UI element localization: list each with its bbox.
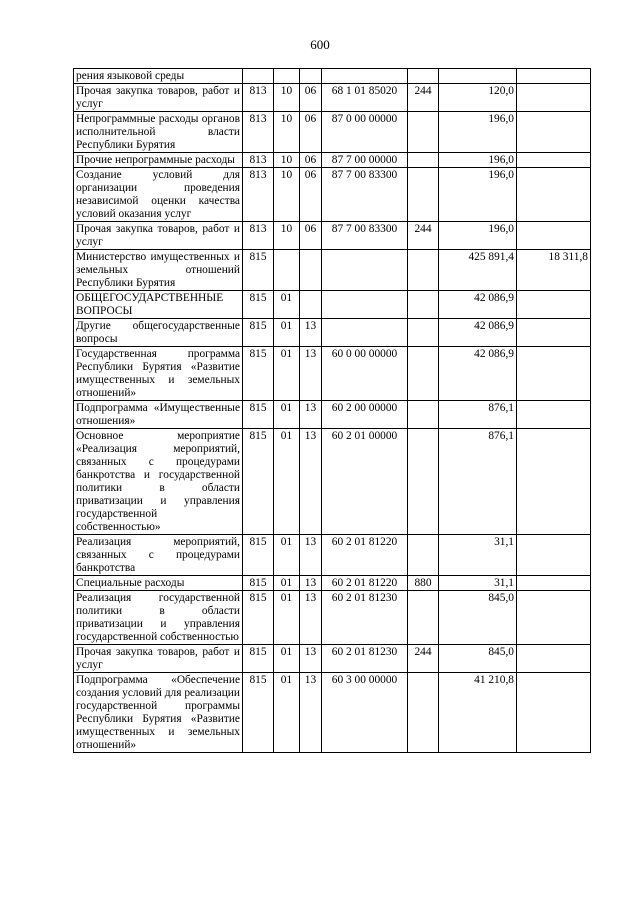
row-sum2-cell — [517, 291, 591, 319]
row-vr-cell — [408, 250, 439, 291]
row-sum1-cell: 876,1 — [439, 401, 517, 429]
row-sum1-cell: 196,0 — [439, 112, 517, 153]
row-ved-cell: 815 — [243, 576, 274, 591]
row-pr-cell: 13 — [300, 319, 322, 347]
row-pr-cell — [300, 69, 322, 84]
row-sum2-cell — [517, 69, 591, 84]
row-name-cell: Основное мероприятие «Реализация мероприятий, связанных с процедурами банкротства и государственной политики в области приватизации и управления государственной собственностью» — [74, 429, 243, 535]
row-sum2-cell — [517, 673, 591, 753]
row-sum2-cell — [517, 591, 591, 645]
table-row — [74, 153, 591, 168]
row-vr-cell — [408, 153, 439, 168]
row-pr-cell: 13 — [300, 673, 322, 753]
row-name-cell: Подпрограмма «Имущественные отношения» — [74, 401, 243, 429]
row-rz-cell: 01 — [274, 591, 300, 645]
row-sum2-cell — [517, 535, 591, 576]
row-vr-cell — [408, 168, 439, 222]
row-sum1-cell: 876,1 — [439, 429, 517, 535]
row-rz-cell: 01 — [274, 535, 300, 576]
row-rz-cell: 10 — [274, 222, 300, 250]
row-vr-cell — [408, 319, 439, 347]
row-rz-cell: 01 — [274, 347, 300, 401]
table-row — [74, 250, 591, 291]
row-name-cell: Другие общегосударственные вопросы — [74, 319, 243, 347]
row-ved-cell — [243, 69, 274, 84]
row-pr-cell: 13 — [300, 576, 322, 591]
row-name-cell: Прочая закупка товаров, работ и услуг — [74, 84, 243, 112]
table-row — [74, 591, 591, 645]
row-csr-cell: 87 0 00 00000 — [322, 112, 408, 153]
row-sum1-cell: 31,1 — [439, 576, 517, 591]
row-sum2-cell — [517, 319, 591, 347]
row-ved-cell: 813 — [243, 222, 274, 250]
row-sum2-cell — [517, 401, 591, 429]
row-pr-cell: 13 — [300, 429, 322, 535]
table-row — [74, 535, 591, 576]
row-rz-cell: 10 — [274, 84, 300, 112]
table-row — [74, 576, 591, 591]
row-name-cell: Специальные расходы — [74, 576, 243, 591]
row-name-cell: рения языковой среды — [74, 69, 243, 84]
row-ved-cell: 815 — [243, 645, 274, 673]
row-sum2-cell — [517, 84, 591, 112]
row-sum2-cell: 18 311,8 — [517, 250, 591, 291]
table-row — [74, 429, 591, 535]
row-ved-cell: 813 — [243, 168, 274, 222]
table-row — [74, 168, 591, 222]
row-csr-cell: 60 2 01 81220 — [322, 576, 408, 591]
row-vr-cell — [408, 401, 439, 429]
row-csr-cell: 60 2 01 81230 — [322, 645, 408, 673]
row-sum1-cell — [439, 69, 517, 84]
row-rz-cell: 10 — [274, 153, 300, 168]
row-pr-cell — [300, 250, 322, 291]
row-sum2-cell — [517, 222, 591, 250]
row-vr-cell — [408, 591, 439, 645]
row-sum1-cell: 845,0 — [439, 645, 517, 673]
row-sum1-cell: 845,0 — [439, 591, 517, 645]
row-name-cell: Прочая закупка товаров, работ и услуг — [74, 222, 243, 250]
row-rz-cell — [274, 69, 300, 84]
row-rz-cell: 01 — [274, 576, 300, 591]
row-ved-cell: 815 — [243, 429, 274, 535]
row-rz-cell: 01 — [274, 673, 300, 753]
row-ved-cell: 815 — [243, 591, 274, 645]
row-sum1-cell: 42 086,9 — [439, 347, 517, 401]
row-csr-cell: 60 2 01 00000 — [322, 429, 408, 535]
row-ved-cell: 813 — [243, 84, 274, 112]
row-vr-cell — [408, 291, 439, 319]
row-sum1-cell: 196,0 — [439, 168, 517, 222]
row-ved-cell: 815 — [243, 250, 274, 291]
row-csr-cell — [322, 250, 408, 291]
table-row — [74, 222, 591, 250]
row-vr-cell — [408, 673, 439, 753]
row-vr-cell: 880 — [408, 576, 439, 591]
row-csr-cell: 60 3 00 00000 — [322, 673, 408, 753]
row-vr-cell — [408, 429, 439, 535]
row-pr-cell: 13 — [300, 535, 322, 576]
table-row — [74, 69, 591, 84]
row-name-cell: Реализация мероприятий, связанных с процедурами банкротства — [74, 535, 243, 576]
row-csr-cell: 60 2 00 00000 — [322, 401, 408, 429]
row-sum1-cell: 42 086,9 — [439, 291, 517, 319]
row-sum1-cell: 120,0 — [439, 84, 517, 112]
page-number: 600 — [310, 37, 330, 52]
budget-table — [73, 68, 591, 753]
row-ved-cell: 815 — [243, 535, 274, 576]
row-pr-cell: 13 — [300, 401, 322, 429]
row-csr-cell: 60 2 01 81230 — [322, 591, 408, 645]
row-ved-cell: 815 — [243, 319, 274, 347]
row-pr-cell: 06 — [300, 222, 322, 250]
row-csr-cell: 87 7 00 83300 — [322, 222, 408, 250]
row-sum1-cell: 31,1 — [439, 535, 517, 576]
row-rz-cell: 10 — [274, 168, 300, 222]
row-vr-cell — [408, 112, 439, 153]
row-csr-cell — [322, 69, 408, 84]
table-row — [74, 291, 591, 319]
row-pr-cell: 13 — [300, 591, 322, 645]
row-pr-cell: 06 — [300, 84, 322, 112]
row-vr-cell: 244 — [408, 84, 439, 112]
row-name-cell: Прочая закупка товаров, работ и услуг — [74, 645, 243, 673]
row-csr-cell — [322, 291, 408, 319]
table-row — [74, 319, 591, 347]
table-row — [74, 645, 591, 673]
row-csr-cell: 87 7 00 83300 — [322, 168, 408, 222]
row-csr-cell: 68 1 01 85020 — [322, 84, 408, 112]
row-sum2-cell — [517, 112, 591, 153]
row-vr-cell: 244 — [408, 645, 439, 673]
row-ved-cell: 813 — [243, 153, 274, 168]
row-name-cell: Государственная программа Республики Бурятия «Развитие имущественных и земельных отношений» — [74, 347, 243, 401]
row-rz-cell: 01 — [274, 319, 300, 347]
row-sum1-cell: 41 210,8 — [439, 673, 517, 753]
row-ved-cell: 815 — [243, 401, 274, 429]
row-csr-cell — [322, 319, 408, 347]
row-name-cell: Министерство имущественных и земельных отношений Республики Бурятия — [74, 250, 243, 291]
row-name-cell: Создание условий для организации проведения независимой оценки качества условий оказания услуг — [74, 168, 243, 222]
row-rz-cell: 01 — [274, 291, 300, 319]
row-rz-cell: 10 — [274, 112, 300, 153]
row-ved-cell: 813 — [243, 112, 274, 153]
row-rz-cell — [274, 250, 300, 291]
row-ved-cell: 815 — [243, 291, 274, 319]
row-rz-cell: 01 — [274, 401, 300, 429]
row-rz-cell: 01 — [274, 429, 300, 535]
table-row — [74, 673, 591, 753]
row-pr-cell: 06 — [300, 168, 322, 222]
row-sum2-cell — [517, 168, 591, 222]
table-row — [74, 84, 591, 112]
row-ved-cell: 815 — [243, 673, 274, 753]
row-sum1-cell: 425 891,4 — [439, 250, 517, 291]
row-pr-cell: 06 — [300, 153, 322, 168]
row-pr-cell — [300, 291, 322, 319]
table-row — [74, 401, 591, 429]
row-sum2-cell — [517, 645, 591, 673]
table-body — [74, 69, 591, 753]
row-sum1-cell: 42 086,9 — [439, 319, 517, 347]
table-row — [74, 347, 591, 401]
row-vr-cell — [408, 347, 439, 401]
row-sum2-cell — [517, 153, 591, 168]
row-name-cell: Прочие непрограммные расходы — [74, 153, 243, 168]
row-vr-cell: 244 — [408, 222, 439, 250]
row-pr-cell: 13 — [300, 645, 322, 673]
row-ved-cell: 815 — [243, 347, 274, 401]
row-sum2-cell — [517, 576, 591, 591]
row-pr-cell: 06 — [300, 112, 322, 153]
row-csr-cell: 87 7 00 00000 — [322, 153, 408, 168]
row-sum1-cell: 196,0 — [439, 222, 517, 250]
row-sum1-cell: 196,0 — [439, 153, 517, 168]
row-csr-cell: 60 2 01 81220 — [322, 535, 408, 576]
row-vr-cell — [408, 535, 439, 576]
row-rz-cell: 01 — [274, 645, 300, 673]
row-name-cell: Непрограммные расходы органов исполнительной власти Республики Бурятия — [74, 112, 243, 153]
row-name-cell: ОБЩЕГОСУДАРСТВЕННЫЕ ВОПРОСЫ — [74, 291, 243, 319]
row-sum2-cell — [517, 347, 591, 401]
row-vr-cell — [408, 69, 439, 84]
row-pr-cell: 13 — [300, 347, 322, 401]
table-row — [74, 112, 591, 153]
row-csr-cell: 60 0 00 00000 — [322, 347, 408, 401]
row-name-cell: Подпрограмма «Обеспечение создания условий для реализации государственной программы Республики Бурятия «Развитие имущественных и земельных отношений» — [74, 673, 243, 753]
row-sum2-cell — [517, 429, 591, 535]
row-name-cell: Реализация государственной политики в области приватизации и управления государственной собственностью — [74, 591, 243, 645]
